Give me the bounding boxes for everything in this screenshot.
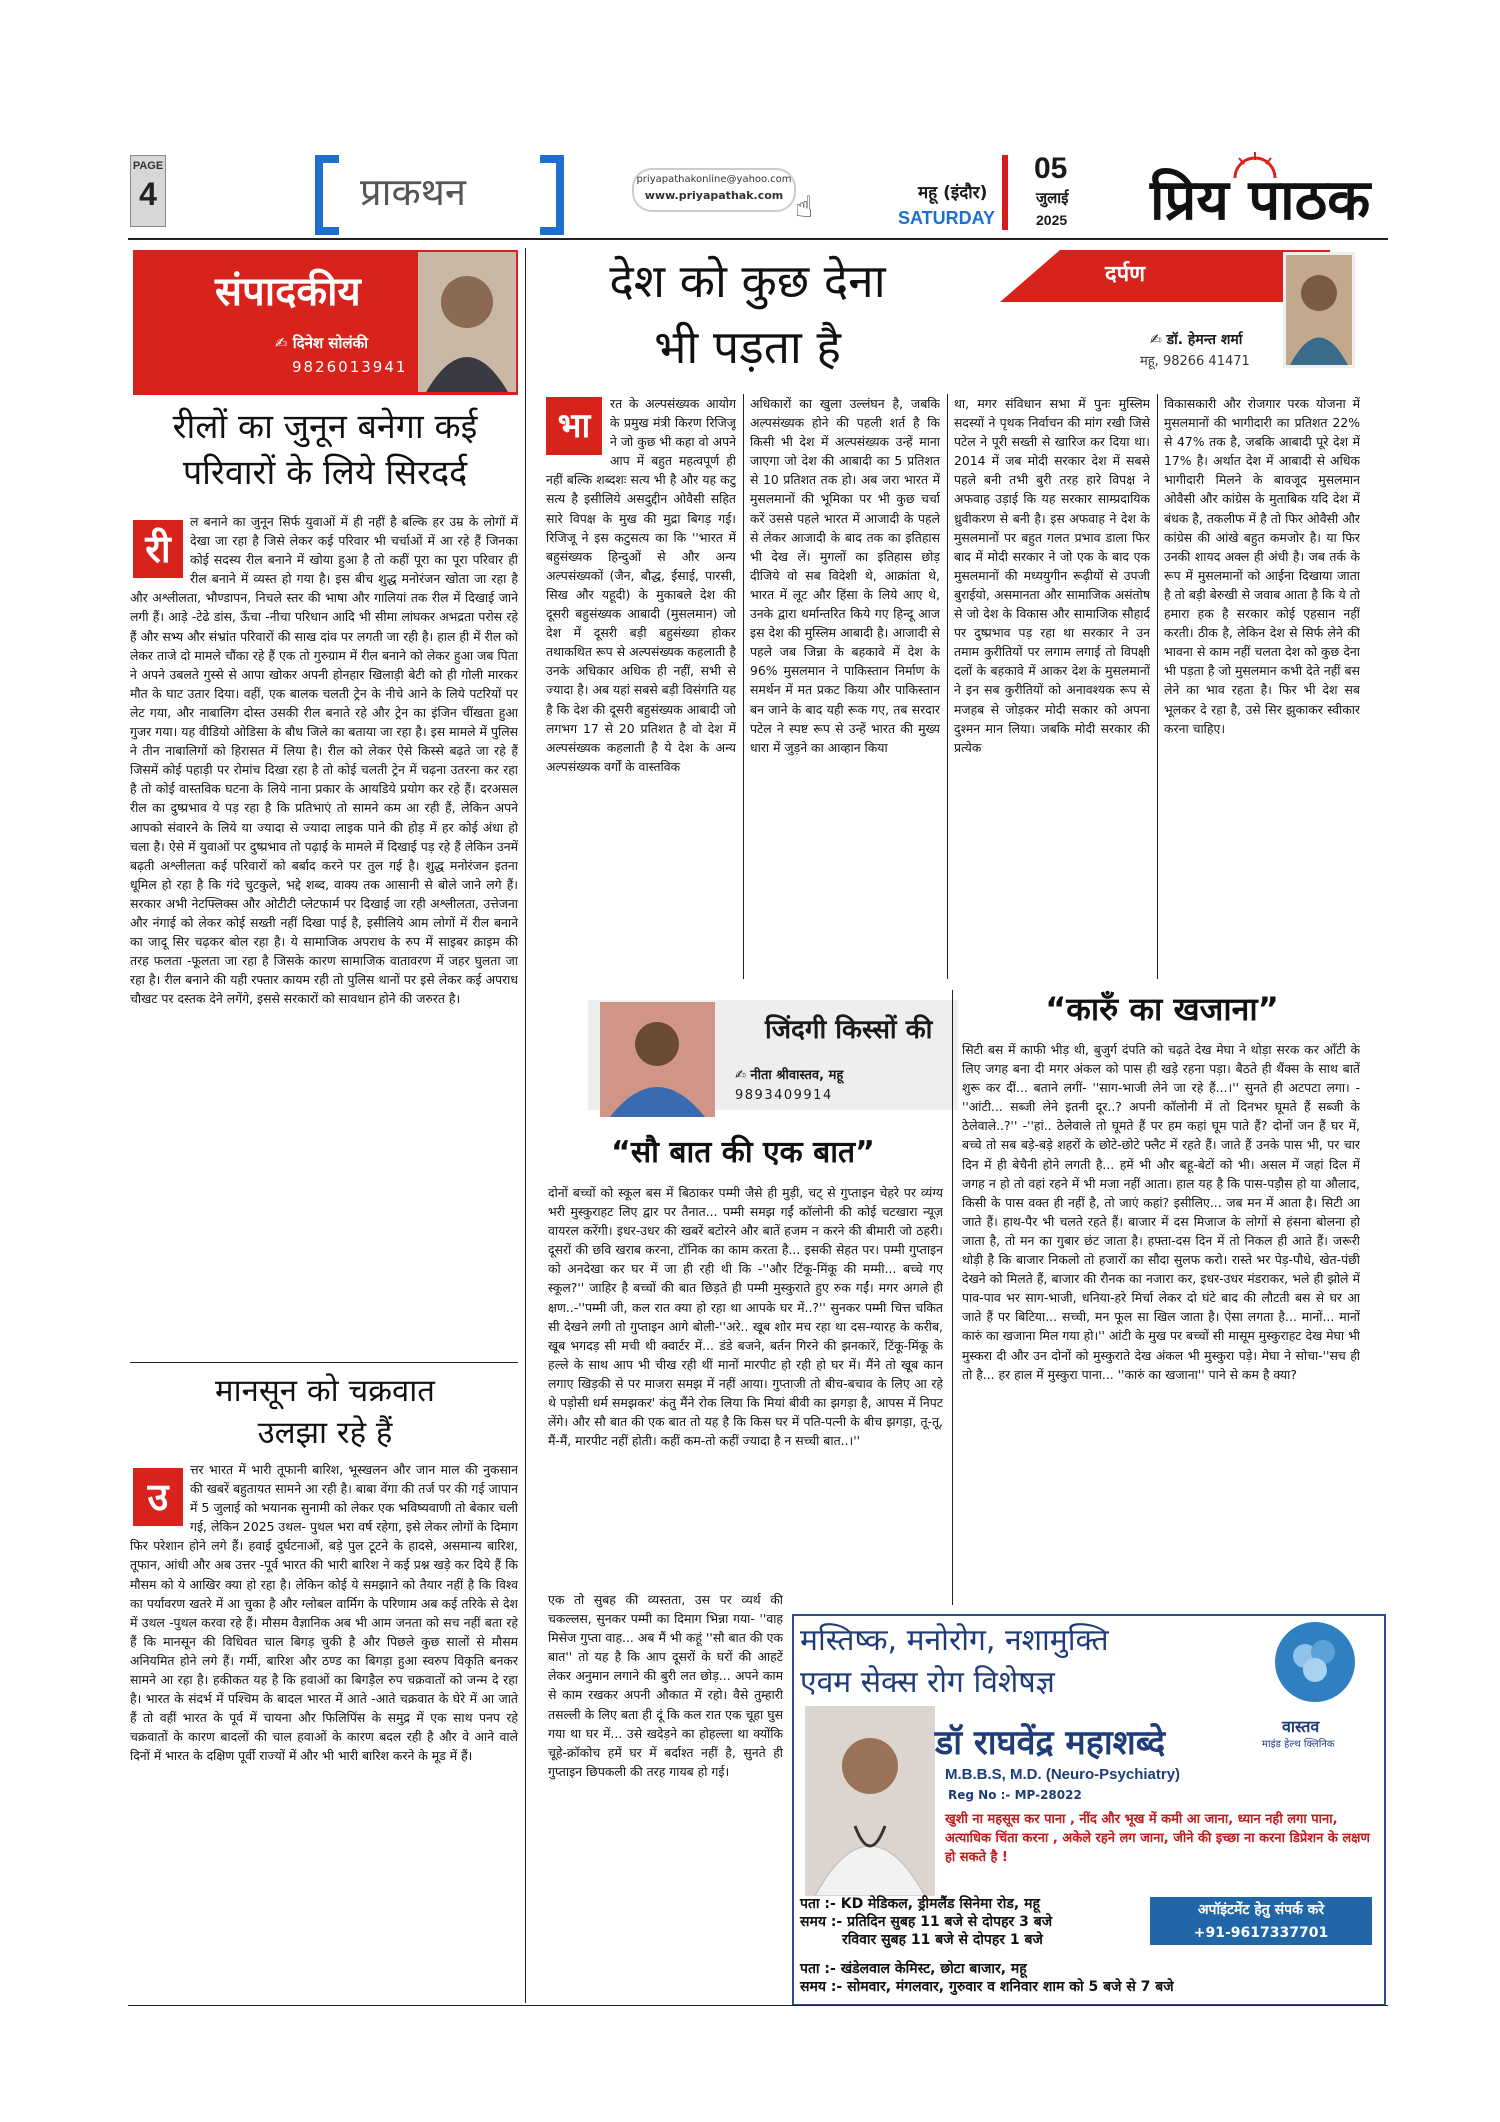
address-line-2: पता :- खंडेलवाल केमिस्ट, छोटा बाजार, महू	[800, 1961, 1027, 1977]
ad-title-line1: मस्तिष्क, मनोरोग, नशामुक्ति	[800, 1623, 1109, 1658]
doctor-degree: M.B.B.S, M.D. (Neuro-Psychiatry)	[945, 1766, 1181, 1783]
darpan-phone: महू, 98266 41471	[1140, 354, 1250, 369]
doctor-photo	[805, 1706, 935, 1896]
monsoon-text: त्तर भारत में भारी तूफानी बारिश, भूस्खलन और जान माल की नुकसान की खबरें बहुतायत सामने आ रही है। बाबा वेंगा की तर्ज पर की गई जापान में 5 जुलाई को भयानक सुनामी को लेकर एक भविष्यवाणी तो बेकार चली गई, लेकिन 2025 उथल- पुथल भरा वर्ष रहेगा, इसे लेकर लोगों के दिमाग फिर परेशान होने लगे हैं। हवाई दुर्घटनाओं, बड़े पुल टूटने के हादसे, असमान्य बारिश, तूफान, आंधी और अब उत्तर -पूर्व भारत की भारी बारिश ने कई प्रश्न खड़े कर दिये हैं कि मौसम को ये आखिर क्या हो रहा है। लेकिन कोई ये समझाने को तैयार नहीं है कि विश्व का पर्यावरण खतरे में आ चुका है और ग्लोबल वार्मिग के परिणाम अब कई तरिके से देश में उथल -पुथल करवा रहे हैं। मौसम वैज्ञानिक अब भी आम जनता को सच नहीं बता रहे हैं कि मानसून की विधिवत चाल बिगड़ चुकी है और पिछले कुछ सालों से मौसम अनियमित होने लगे हैं। गर्मी, बारिश और ठण्ड का बिगड़ा हुआ स्वरुप विकृति बनकर सामने आ रहा है। हकीकत यह है कि हवाओं का बिगड़ैल रुप चक्रवातों को जन्म दे रहा है। भारत के संदर्भ में पश्चिम के बादल भारत में आते -आते चक्रवात के घेरे में आ जाते हैं तो वहीं भारत के पूर्व में चायना और फिलिपिंस के समुद्र में एक साथ पनप रहे चक्रवातों के कारण बादलों की चाल हवाओं के कारण बदल रही है और वे आने वाले दिनों में भारत के दक्षिण पूर्वी राज्यों में और भी भारी बारिश करने के मूड में हैं।	[130, 1462, 518, 1764]
darpan-author: ✍ डॉ. हेमन्त शर्मा	[1150, 332, 1243, 348]
left-bracket	[315, 155, 339, 235]
lead-column-4	[1164, 394, 1360, 979]
zindagi-text-2: एक तो सुबह की व्यस्तता, उस पर व्यर्थ की चकल्लस, सुनकर पम्मी का दिमाग भिन्ना गया- ''वाह मिसेज गुप्ता वाह... अब मैं भी कहूं ''सौ बात की एक बात'' तो यह है कि आप दूसरों के घरों की आहटें लेकर अनुमान लगाने की बुरी लत छोड़... अपने काम से काम रखकर अपनी औकात में रहो। वैसे तुम्हारी तसल्ली के लिए बता ही दूं कि कल रात एक चूहा घुस गया था घर में... उसे खदेड़ने का होहल्ला था क्योंकि चूहे-क्रॉकोच हमें घर में बर्दाश्त नहीं है, सुनते ही गुप्ताइन छिपकली की तरह गायब हो गई।	[548, 1592, 783, 1779]
date-number: 05	[1034, 152, 1068, 185]
address-line-1: पता :- KD मेडिकल, ड्रीमलैंड सिनेमा रोड, महू	[800, 1896, 1040, 1912]
contact-pill[interactable]	[632, 168, 796, 212]
date-month: जुलाई	[1036, 189, 1069, 207]
monsoon-drop-cap: उ	[133, 1468, 183, 1526]
columnist-photo	[1283, 252, 1355, 368]
darpan-label: दर्पण	[1105, 262, 1146, 287]
editorial-rule	[130, 1362, 518, 1363]
doctor-name: डॉ राघवेंद्र महाशब्दे	[935, 1723, 1166, 1763]
header-rule	[128, 238, 1388, 240]
editorial-drop-cap: री	[133, 520, 183, 578]
clinic-address-1	[800, 1895, 1120, 1949]
zindagi-author: ✍ नीता श्रीवास्तव, महू	[735, 1068, 844, 1083]
ad-title-line2: एवम सेक्स रोग विशेषज्ञ	[800, 1665, 1055, 1700]
lead-col-rule-3	[1157, 394, 1158, 979]
zindagi-text-1: दोनों बच्चों को स्कूल बस में बिठाकर पम्मी जैसे ही मुड़ी, चट् से गुप्ताइन चेहरे पर व्यंग्य भरी मुस्कुराहट लिए द्वार पर तैनात... पम्मी समझ गईं कॉलोनी की कोई चटखारा न्यूज़ वायरल करेंगी। इधर-उधर की खबरें बटोरने और बातें हजम न करने की बीमारी जो ठहरी। दूसरों की छवि खराब करना, टॉनिक का काम करता है... इसकी सेहत पर। पम्मी गुप्ताइन को अनदेखा कर घर में जा ही रही थी कि -''और टिंकू-मिंकू की मम्मी... बच्चे गए स्कूल?'' जाहिर है बच्चों की बात छिड़ते ही पम्मी मुस्कुराते हुए रुक गईं। मगर अगले ही क्षण..-''पम्मी जी, कल रात क्या हो रहा था आपके घर में..?'' सुनकर पम्मी चित्त चकित सी देखने लगी तो गुप्ताइन आगे बोली-''अरे.. खूब शोर मच रहा था दस-ग्यारह के करीब, खूब भगदड़ सी मची थी क्वार्टर में... डंडे बजने, बर्तन गिरने की झनकारें, टिंकू-मिंकू के हल्ले के साथ आप भी चीख रही थीं मानों मारपीट हो रही हो घर में। मैंने तो खूब कान लगाए खिड़की से पर माजरा समझ में नहीं आया। गुप्ताजी तो बीच-बचाव के लिए आ रहे थे पड़ोसी धर्म समझकर' कंतु मैंने रोक लिया कि मियां बीवी का झगड़ा है, आपस में निपट लेंगे। और सौ बात की एक बात तो यह है कि किस घर में पति-पत्नी के बीच झगड़ा, तू-तू, मैं-मैं, मारपीट नहीं होती। कहीं कम-तो कहीं ज्यादा है न सच्ची बात..।''	[548, 1185, 943, 1449]
day-label: SATURDAY	[898, 208, 996, 228]
section-title: प्राकथन	[360, 170, 467, 214]
lead-drop-cap: भा	[546, 397, 602, 455]
monsoon-headline	[130, 1370, 520, 1454]
lead-text-3: था, मगर संविधान सभा में पुनः मुस्लिम सदस्यों ने पृथक निर्वाचन की मांग रखी जिसे पटेल ने पूरी सख्ती से खारिज कर दिया था। 2014 में जब मोदी सरकार देश में सबसे पहले बनी तभी बुरी तरह हारे विपक्ष ने अफवाह उड़ाई कि यह सरकार साम्प्रदायिक ध्रुवीकरण से बनी है। इस अफवाह ने देश के मुसलमानों पर बहुत गलत प्रभाव डाला फिर बाद में मोदी सरकार ने जो एक के बाद एक मुसलमानों की मध्ययुगीन रूढ़ीयों से उपजी बुराईयो, असमानता और सामाजिक असंतोष से जो देश के विकास और सामाजिक सौहार्द पर दुष्प्रभाव पड़ रहा था सरकार ने उन तमाम कुरीतियों पर लगाम लगाई तो विपक्षी दलों के बहकावे में आकर देश के मुसलमानों ने इन सब कुरीतियों को अनावश्यक रूप से मजहब से जोड़कर मोदी सकार को अपना दुश्मन मान लिया। जबकि मोदी सरकार की प्रत्येक	[954, 396, 1150, 755]
editorial-headline-line1: रीलों का जुनून बनेगा कई	[172, 407, 478, 447]
monsoon-headline-line1: मानसून को चक्रवात	[215, 1373, 435, 1409]
doctor-registration: Reg No :- MP-28022	[948, 1788, 1082, 1802]
zindagi-title: जिंदगी किस्सों की	[765, 1015, 933, 1045]
lead-headline-line2: भी पड़ता है	[654, 320, 841, 374]
clinic-address-2	[800, 1960, 1370, 1996]
column-rule-left	[525, 248, 526, 2003]
drop-cap-spacer	[546, 394, 610, 470]
date-divider	[1002, 155, 1008, 230]
drop-cap-spacer	[130, 1460, 190, 1520]
lead-col-rule-2	[947, 394, 948, 979]
lead-text-4: विकासकारी और रोजगार परक योजना में मुसलमानों की भागीदारी का प्रतिशत 22% से 47% तक है, जबकि आबादी पूरे देश में 17% है। अर्थात देश में आबादी से अधिक भागीदारी मिलने के बावजूद मुसलमान ओवैसी और कांग्रेस के मुताबिक यदि देश में बंधक है, तकलीफ में है तो फिर ओवैसी और कांग्रेस की आंखे बहुत कमजोर है। या फिर उनकी शायद अक्ल ही अंधी है। जब तर्क के रूप में मुसलमानों को आईना दिखाया जाता है तो बड़ी बेरुखी से जवाब आता है कि ये तो हमारा हक है सरकार कोई एहसान नहीं करती। ठीक है, लेकिन देश से सिर्फ लेने की भावना से काम नहीं चलता देश को कुछ देना भी पड़ता है जो मुसलमान कभी देते नहीं बस लेने का भाव रहता है। फिर भी देश सब भूलकर दे रहा है, उसे सिर झुकाकर स्वीकार करना चाहिए।	[1164, 396, 1360, 736]
right-bracket	[540, 155, 564, 235]
monsoon-body	[130, 1460, 518, 1980]
lead-text-2: अधिकारों का खुला उल्लंघन है, जबकि अल्पसंख्यक होने की पहली शर्त है कि किसी भी देश में अल्पसंख्यक उन्हें माना जाएगा जो देश की आबादी का 5 प्रतिशत से 10 प्रतिशत तक हो। अब जरा भारत में मुसलमानों की भूमिका पर भी कुछ चर्चा करें उससे पहले भारत में आजादी के पहले से लेकर आजादी के बाद तक का इतिहास भी देख लें। मुगलों का इतिहास छोड़ दीजिये वो सब विदेशी थे, आक्रांता थे, भारत में लूट और हिंसा के लिये आए थे, उनके द्वारा धर्मान्तरित किये गए हिन्दू आज इस देश की मुस्लिम आबादी है। आजादी से पहले जब जिन्ना के बहकावे में देश के 96% मुसलमान ने पाकिस्तान निर्माण के समर्थन में मत प्रकट किया और पाकिस्तान बन जाने के बाद यही रूक गए, तब सरदार पटेल ने स्पष्ट रूप से उन्हें भारत की मुख्य धारा में जुड़ने का आव्हान किया	[750, 396, 940, 755]
karu-headline: “कारुँ का खजाना”	[1045, 990, 1279, 1028]
lead-col-rule-1	[743, 394, 744, 979]
ad-logo-name: वास्तव	[1282, 1717, 1320, 1736]
editorial-title: संपादकीय	[215, 269, 361, 315]
zindagi-body-1	[548, 1183, 943, 1583]
website-text[interactable]: www.priyapathak.com	[644, 189, 784, 202]
lead-column-1	[546, 394, 736, 979]
appointment-box[interactable]	[1150, 1897, 1372, 1945]
email-text[interactable]: priyapathakonline@yahoo.com	[636, 174, 792, 185]
column-rule-mid	[952, 990, 953, 1605]
editorial-headline	[130, 404, 520, 496]
editorial-headline-line2: परिवारों के लिये सिरदर्द	[182, 453, 468, 493]
time-line-3: समय :- सोमवार, मंगलवार, गुरुवार व शनिवार शाम को 5 बजे से 7 बजे	[800, 1979, 1174, 1995]
drop-cap-spacer	[130, 512, 190, 572]
zindagi-headline: “सौ बात की एक बात”	[611, 1135, 875, 1170]
brain-logo-icon	[1275, 1622, 1355, 1702]
time-line-2: रविवार सुबह 11 बजे से दोपहर 1 बजे	[842, 1932, 1043, 1948]
pointing-hand-icon: ☝	[795, 190, 814, 225]
editor-photo	[418, 252, 516, 392]
page-number-box	[130, 155, 166, 227]
city-label: महू (इंदौर)	[918, 183, 988, 203]
editorial-author: ✍ दिनेश सोलंकी	[275, 334, 368, 352]
monsoon-headline-line2: उलझा रहे हैं	[257, 1415, 393, 1451]
editorial-body	[130, 512, 518, 1350]
zindagi-phone: 9893409914	[735, 1088, 833, 1103]
karu-body	[962, 1040, 1360, 1600]
depression-symptoms: खुशी ना महसूस कर पाना , नींद और भूख में कमी आ जाना, ध्यान नही लगा पाना, अत्याधिक चिंता करना , अकेले रहने लग जाना, जीने की इच्छा ना करना डिप्रेशन के लक्षण हो सकते है !	[945, 1812, 1370, 1865]
ad-logo-subtitle: माइंड हेल्थ क्लिनिक	[1262, 1739, 1335, 1750]
editorial-phone: 9826013941	[292, 358, 408, 376]
author-photo	[600, 1002, 715, 1117]
page-label: PAGE	[132, 160, 164, 172]
appointment-label: अपॉइंटमेंट हेतु संपर्क करे	[1197, 1902, 1325, 1918]
karu-text: सिटी बस में काफी भीड़ थी, बुजुर्ग दंपति को चढ़ते देख मेघा ने थोड़ा सरक कर आँटी के लिए जगह बना दी मगर अंकल को पास ही खड़े रहना पड़ा। बैठते ही थैंक्स के साथ बातें शुरू कर दीं... बताने लगीं- ''साग-भाजी लेने जा रहे हैं...।'' सुनते ही अटपटा लगा। -''आंटी... सब्जी लेने इतनी दूर..? अपनी कॉलोनी में तो दिनभर घूमते हैं सब्जी के ठेलेवाले..?'' -''हां.. ठेलेवाले तो घूमते हैं पर हम कहां घूम पाते हैं? दोनों जन हैं घर में, बच्चे तो सब बड़े-बड़े शहरों के छोटे-छोटे फ्लैट में रहते हैं। जाते हैं उनके पास भी, पर चार दिन में ही बेचैनी होने लगती है... हमें भी और बहू-बेटों को भी। असल में जहां दिल में जगह न हो तो वहां रहने में भी मजा नहीं आता। हाल यह है कि पास-पड़ौस हो या औलाद, किसी के पास वक्त ही नहीं है, तो जाएं कहां? इसीलिए... जब मन में आता है। सिटी आ जाते हैं। हाथ-पैर भी चलते रहते हैं। बाजार में दस मिजाज के लोगों से हंसना बोलना हो जाता है, तो मन का गुबार छंट जाता है। हफ्ता-दस दिन में तो निकल ही आते हैं। जरूरी थोड़ी है कि बाजार निकलो तो हजारों का सौदा सुलफ करो। रास्ते भर पेड़-पौधे, खेत-पंछी देखने को मिलते हैं, बाजार की रौनक का नजारा कर, इधर-उधर मंडराकर, भले ही झोले में पाव-पाव भर साग-भाजी, धनिया-हरे मिर्चा लेकर दो घंटे बाद की लौटती बस से घर आ जाते हैं पर बिटिया... सच्ची, मन फूल सा खिल जाता है। ऐसा लगता है... मानों... मानों कारुं का खजाना मिल गया हो।'' आंटी के मुख पर बच्चों सी मासूम मुस्कुराहट देख मेघा भी मुस्करा दी और उन दोनों को मुस्कुराते देख अंकल भी मुस्कुरा पड़े। मेघा ने सोचा-''सच ही तो है... हर हाल में मुस्कुरा पाना... ''कारुं का खजाना'' पाने से कम है क्या?	[962, 1042, 1360, 1382]
darpan-banner	[1000, 250, 1330, 302]
masthead-logo: प्रिय पाठक	[1150, 167, 1371, 233]
zindagi-body-2	[548, 1590, 783, 1988]
appointment-phone[interactable]: +91-9617337701	[1193, 1925, 1329, 1941]
lead-column-3	[954, 394, 1150, 979]
date-year: 2025	[1036, 212, 1068, 228]
lead-headline-line1: देश को कुछ देना	[609, 254, 886, 308]
lead-headline	[555, 248, 940, 380]
page-number: 4	[139, 176, 157, 212]
footer-rule	[128, 2005, 1388, 2006]
editorial-text: ल बनाने का जुनून सिर्फ युवाओं में ही नहीं है बल्कि हर उम्र के लोगों में देखा जा रहा है जिसे लेकर कई परिवार भी चर्चाओं में आ रहे हैं जिनका कोई सदस्य रील बनाने में खोया हुआ है तो कहीं पूरा का पूरा परिवार ही रील बनाने में व्यस्त हो गया है। इस बीच शुद्ध मनोरंजन खोता जा रहा है और अश्लीलता, भौण्डापन, निचले स्तर की भाषा और गालियां तक रील में दिखाई जाने लगी हैं। आड़े -टेढे डांस, ऊँचा -नीचा परिधान आदि भी सीमा लांघकर अभद्रता परोस रहे हैं और सभ्य और संभ्रांत परिवारों की साख दांव पर लगती जा रही है। हाल ही में रील को लेकर ताजे दो मामले चौंका रहे हैं एक तो गुरुग्राम में रील बनाने को लेकर हुआ जब पिता ने अपने उबलते गुस्से से आपा खोकर अपनी होनहार खिलाड़ी बेटी को ही गोली मारकर मौत के घाट उतार दिया। वहीं, एक बालक चलती ट्रेन के नीचे आने के लिये पटरियों पर लेट गया, और नाबालिग दोस्त उसकी रील बनाते रहे और ट्रेन का इंजिन चींखता हुआ गुजर गया। यह वीडियो ओडिसा के बौध जिले का बताया जा रहा है। इस मामले में पुलिस ने तीन नाबालिगों को हिरासत में लिया है। रील को लेकर ऐसे किस्से बढ़ते जा रहे हैं जिसमें कोई पहाड़ी पर रोमांच दिखा रहा है तो कोई चलती ट्रेन में चढ़ना उतरना कर रहा है तो कोई वास्तविक घटना के लिये नाना प्रकार के आयडिये प्रयोग कर रहे हैं। दरअसल रील का दुष्प्रभाव ये पड़ रहा है कि प्रतिभाएं तो सामने कम आ रही हैं, लेकिन अपने आपको संवारने के लिये या ज्यादा से ज्यादा लाइक पाने की होड़ में हर कोई अंधा हो चला है। ऐसे में युवाओं पर दुष्प्रभाव तो पढ़ाई के मामले में दिखाई पड़ रहे हैं लेकिन उनमें बढ़ती अश्लीलता कई परिवारों को बर्बाद करने पर तुल गई है। शुद्ध मनोरंजन इतना धूमिल हो रहा है कि गंदे चुटकुले, भद्दे शब्द, वाक्य तक आसानी से बोले जाने लगे हैं। सरकार अभी नेटफ्लिक्स और ओटीटी प्लेटफार्म पर दिखाई जा रही अश्लीलता, उत्तेजना और नंगाई को लेकर कोई सख्ती नहीं दिखा पाई है, इसीलिये आम लोगों में रील बनाने का जादू सिर चढ़कर बोल रहा है। ये सामाजिक अपराध के रुप में साइबर क्राइम की तरह फलता -फूलता जा रहा है जिसके कारण सामाजिक वातावरण में जहर घुलता जा रहा है। रील बनाने की यही रफ्तार कायम रही तो पुलिस थानों पर इसे लेकर कई अपराध चौखट पर दस्तक देने लगेंगे, इससे सरकारों को सावधान होने की जरुरत है।	[130, 514, 518, 1007]
lead-column-2	[750, 394, 940, 979]
time-line-1: समय :- प्रतिदिन सुबह 11 बजे से दोपहर 3 बजे	[800, 1914, 1053, 1930]
lead-text-1: रत के अल्पसंख्यक आयोग के प्रमुख मंत्री किरण रिजिजू ने जो कुछ भी कहा वो अपने आप में बहुत महत्वपूर्ण ही नहीं बल्कि शब्दशः सत्य भी है और यह कटु सत्य है इसीलिये असदुद्दीन ओवैसी सहित सारे विपक्ष के मुख की मुद्रा बिगड़ गई। रिजिजू ने इस कटुसत्य का कि ''भारत में बहुसंख्यक हिन्दुओं से और अन्य अल्पसंख्यकों (जैन, बौद्ध, ईसाई, पारसी, सिख और यहूदी) के मुकाबले देश की दूसरी बहुसंख्यक आबादी (मुसलमान) जो देश में दूसरी बड़ी बहुसंख्या होकर तथाकथित रूप से अल्पसंख्यक कहलाती है उनके अधिकार अधिक ही नहीं, सभी से ज्यादा है। अब यहां सबसे बड़ी विसंगति यह है कि देश की दूसरी बहुसंख्यक आबादी जो लगभग 17 से 20 प्रतिशत है वो देश में अल्पसंख्यक कहलाती है ये देश के अन्य अल्पसंख्यक वर्गों के वास्तविक	[546, 396, 736, 774]
